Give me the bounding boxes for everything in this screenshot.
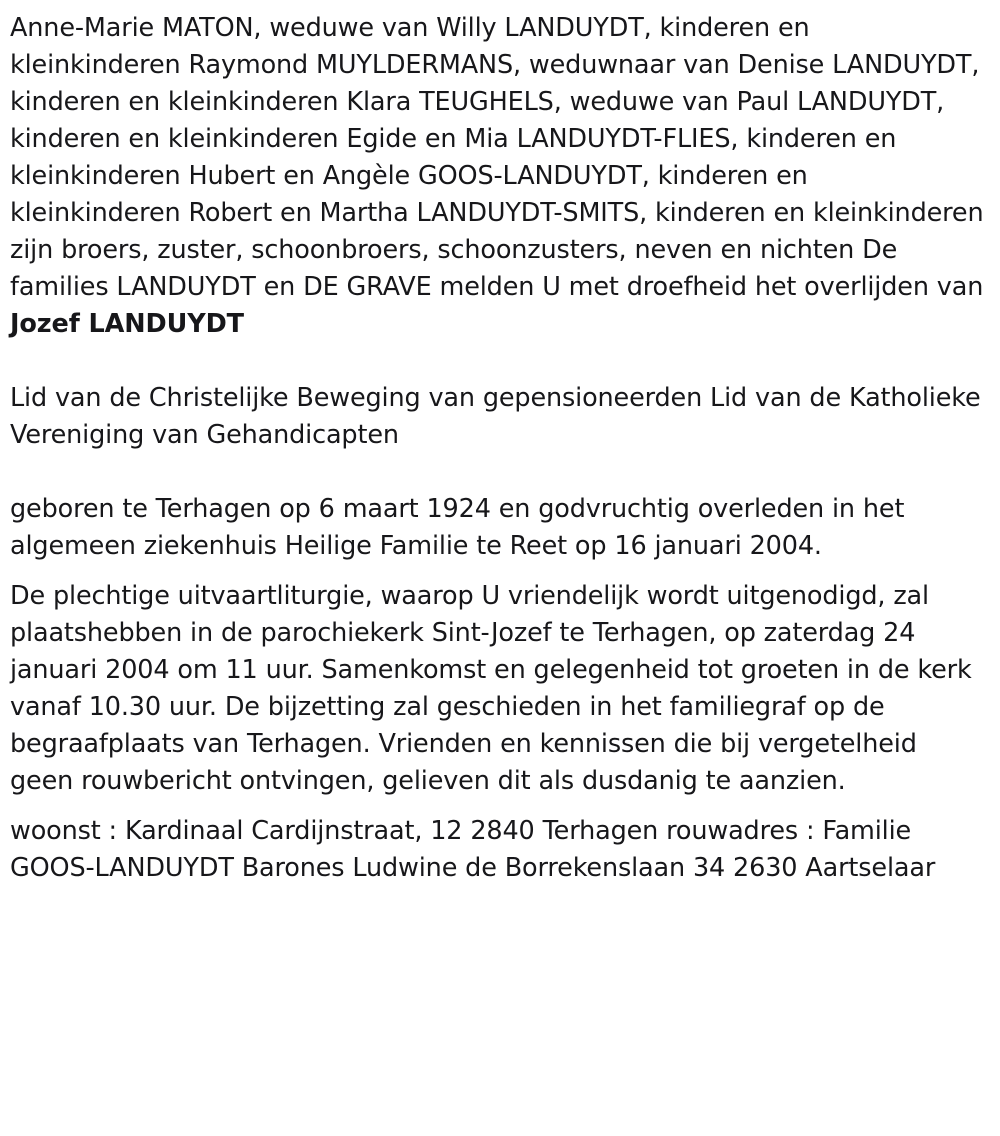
funeral-service-paragraph: De plechtige uitvaartliturgie, waarop U vriendelijk wordt uitgenodigd, zal plaatshebben in de parochiekerk Sint-Jozef te Terhagen, op zaterdag 24 januari 2004 om 11 uur. Samenkomst en gelegenheid tot groeten in de kerk vanaf 10.30 uur. De bijzetting zal geschieden in het familiegraf op de begraafplaats van Terhagen. Vrienden en kennissen die bij vergetelheid geen rouwbericht ontvingen, gelieven dit als dusdanig te aanzien.: [10, 581, 972, 796]
addresses-paragraph: woonst : Kardinaal Cardijnstraat, 12 2840 Terhagen rouwadres : Familie GOOS-LANDUYDT Barones Ludwine de Borrekenslaan 34 2630 Aartselaar: [10, 816, 936, 883]
birth-and-death-paragraph: geboren te Terhagen op 6 maart 1924 en godvruchtig overleden in het algemeen ziekenhuis Heilige Familie te Reet op 16 januari 2004.: [10, 494, 905, 561]
survivors-paragraph: Anne-Marie MATON, weduwe van Willy LANDUYDT, kinderen en kleinkinderen Raymond MUYLDERMANS, weduwnaar van Denise LANDUYDT, kinderen en kleinkinderen Klara TEUGHELS, weduwe van Paul LANDUYDT, kinderen en kleinkinderen Egide en Mia LANDUYDT-FLIES, kinderen en kleinkinderen Hubert en Angèle GOOS-LANDUYDT, kinderen en kleinkinderen Robert en Martha LANDUYDT-SMITS, kinderen en kleinkinderen zijn broers, zuster, schoonbroers, schoonzusters, neven en nichten De families LANDUYDT en DE GRAVE melden U met droefheid het overlijden van: [10, 13, 984, 302]
deceased-name-heading: Jozef LANDUYDT: [10, 309, 244, 339]
memberships-paragraph: Lid van de Christelijke Beweging van gepensioneerden Lid van de Katholieke Vereniging van Gehandicapten: [10, 383, 981, 450]
